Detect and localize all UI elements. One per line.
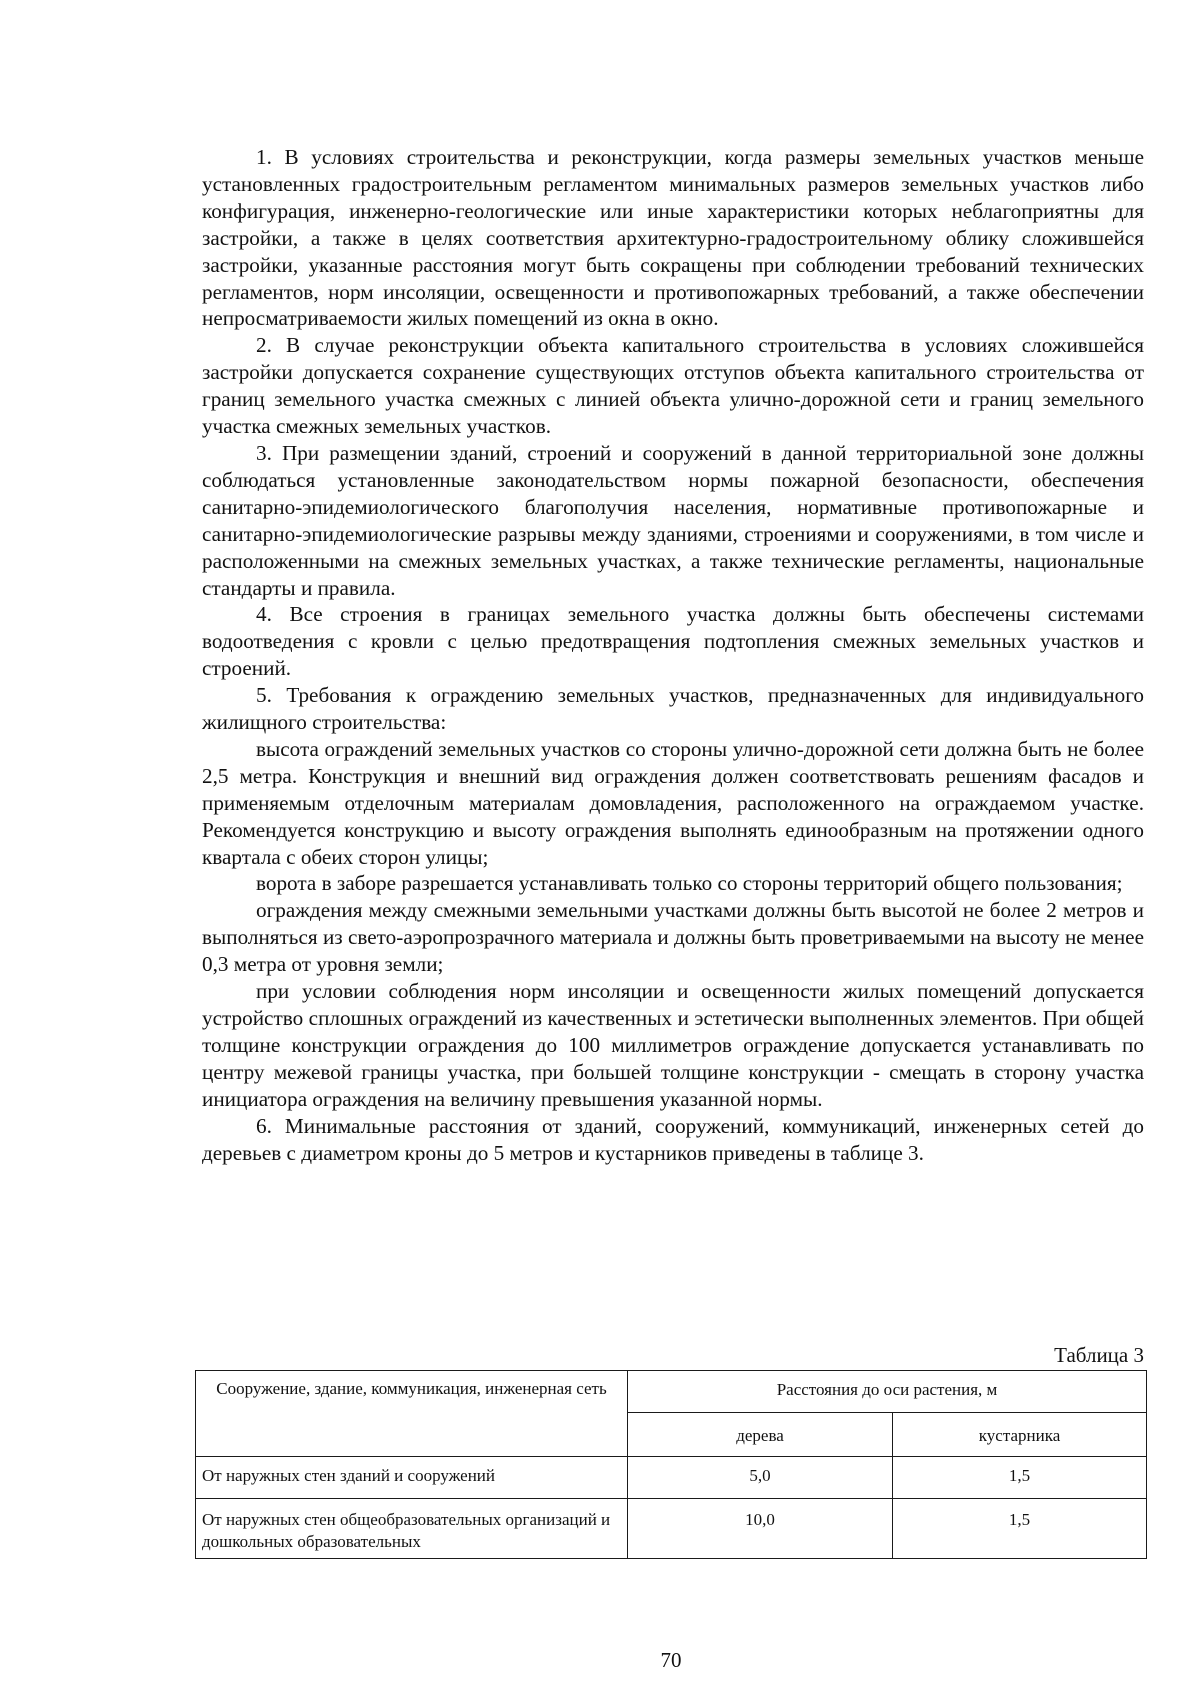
paragraph-3: 3. При размещении зданий, строений и сооружений в данной территориальной зоне должны соблюдаться установленные законодательством нормы пожарной безопасности, обеспечения санитарно-эпидемиологического благополучия населения, нормативные противопожарные и санитарно-эпидемиологические разрывы между зданиями, строениями и сооружениями, в том числе и расположенными на смежных земельных участках, а также технические регламенты, национальные стандарты и правила. (202, 440, 1144, 600)
paragraph-2: 2. В случае реконструкции объекта капитального строительства в условиях сложившейся застройки допускается сохранение существующих отступов объекта капитального строительства от границ земельного участка смежных с линией объекта улично-дорожной сети и границ земельного участка смежных земельных участков. (202, 333, 1144, 439)
paragraph-5: 5. Требования к ограждению земельных участков, предназначенных для индивидуального жилищного строительства: (202, 683, 1144, 735)
table-row (196, 1499, 1147, 1559)
row-shrub-value: 1,5 (893, 1457, 1147, 1499)
header-shrub: кустарника (893, 1413, 1147, 1457)
header-distance-group: Расстояния до оси растения, м (628, 1371, 1147, 1413)
paragraph-solid-fences: при условии соблюдения норм инсоляции и освещенности жилых помещений допускается устройство сплошных ограждений из качественных и эстетически выполненных элементов. При общей толщине конструкции ограждения до 100 миллиметров ограждение допускается устанавливать по центру межевой границы участка, при большей толщине конструкции - смещать в сторону участка инициатора ограждения на величину превышения указанной нормы. (202, 979, 1144, 1111)
row-name: От наружных стен общеобразовательных организаций и дошкольных образовательных (196, 1499, 628, 1559)
table-row (196, 1457, 1147, 1499)
distance-table (195, 1370, 1147, 1559)
header-tree: дерева (628, 1413, 893, 1457)
header-structure: Сооружение, здание, коммуникация, инженерная сеть (196, 1371, 628, 1457)
table-caption: Таблица 3 (1054, 1343, 1144, 1367)
paragraph-1: 1. В условиях строительства и реконструкции, когда размеры земельных участков меньше установленных градостроительным регламентом минимальных размеров земельных участков либо конфигурация, инженерно-геологические или иные характеристики которых неблагоприятны для застройки, а также в целях соответствия архитектурно-градостроительному облику сложившейся застройки, указанные расстояния могут быть сокращены при соблюдении требований технических регламентов, норм инсоляции, освещенности и противопожарных требований, а также обеспечении непросматриваемости жилых помещений из окна в окно. (202, 145, 1144, 331)
row-shrub-value: 1,5 (893, 1499, 1147, 1559)
page-number: 70 (660, 1648, 682, 1672)
paragraph-fence-between-plots: ограждения между смежными земельными участками должны быть высотой не более 2 метров и выполняться из свето-аэропрозрачного материала и должны быть проветриваемыми на высоту не менее 0,3 метра от уровня земли; (202, 898, 1144, 977)
table-header-row (196, 1371, 1147, 1413)
row-tree-value: 10,0 (628, 1499, 893, 1559)
paragraph-gates: ворота в заборе разрешается устанавливать только со стороны территорий общего пользования; (256, 871, 1123, 896)
paragraph-4: 4. Все строения в границах земельного участка должны быть обеспечены системами водоотведения с кровли с целью предотвращения подтопления смежных земельных участков и строений. (202, 602, 1144, 681)
paragraph-fence-height: высота ограждений земельных участков со стороны улично-дорожной сети должна быть не более 2,5 метра. Конструкция и внешний вид ограждения должен соответствовать решениям фасадов и применяемым отделочным материалам домовладения, расположенного на ограждаемом участке. Рекомендуется конструкцию и высоту ограждения выполнять единообразным на протяжении одного квартала с обеих сторон улицы; (202, 736, 1144, 869)
body-text (202, 144, 1144, 1166)
row-tree-value: 5,0 (628, 1457, 893, 1499)
paragraph-6: 6. Минимальные расстояния от зданий, сооружений, коммуникаций, инженерных сетей до деревьев с диаметром кроны до 5 метров и кустарников приведены в таблице 3. (202, 1113, 1144, 1165)
row-name: От наружных стен зданий и сооружений (196, 1457, 628, 1499)
